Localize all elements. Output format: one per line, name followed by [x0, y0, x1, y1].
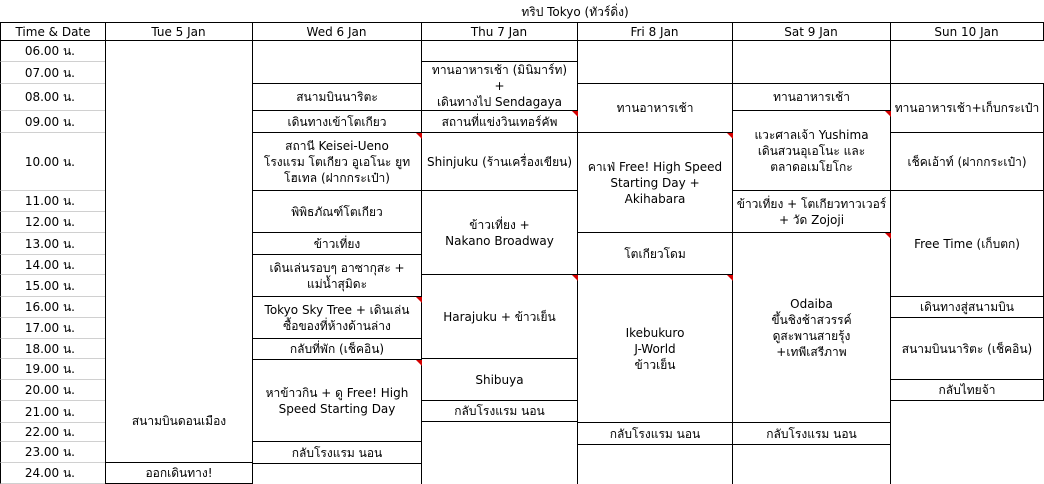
header-day-wed[interactable]: Wed 6 Jan	[252, 22, 422, 41]
event-cell[interactable]: สถานี Keisei-Ueno โรงแรม โตเกียว อูเอโนะ ยูท โฮเทล (ฝากกระเป๋า)	[253, 133, 422, 191]
event-cell[interactable]: กลับโรงแรม นอน	[253, 442, 422, 464]
time-slot-label[interactable]: 20.00 น.	[0, 380, 106, 401]
header-day-tue[interactable]: Tue 5 Jan	[105, 22, 253, 41]
comment-marker-icon[interactable]	[727, 275, 733, 281]
time-slot-label[interactable]: 19.00 น.	[0, 359, 106, 380]
event-cell[interactable]: หาข้าวกิน + ดู Free! High Speed Starting Day	[253, 360, 422, 442]
column-divider	[252, 22, 253, 484]
column-divider	[105, 22, 106, 484]
event-cell[interactable]: Shibuya	[422, 359, 578, 401]
comment-marker-icon[interactable]	[572, 111, 578, 117]
time-slot-label[interactable]: 22.00 น.	[0, 423, 106, 442]
header-time-date[interactable]: Time & Date	[0, 22, 106, 41]
row-divider	[578, 83, 1044, 84]
time-slot-label[interactable]: 10.00 น.	[0, 133, 106, 191]
event-cell[interactable]: สนามบินดอนเมือง	[106, 380, 253, 463]
event-cell[interactable]: กลับโรงแรม นอน	[422, 401, 578, 422]
event-cell[interactable]: ออกเดินทาง!	[106, 463, 253, 484]
event-cell[interactable]: กลับโรงแรม นอน	[578, 423, 733, 445]
comment-marker-icon[interactable]	[727, 133, 733, 139]
time-slot-label[interactable]: 09.00 น.	[0, 111, 106, 133]
time-slot-label[interactable]: 15.00 น.	[0, 275, 106, 297]
time-slot-label[interactable]: 13.00 น.	[0, 233, 106, 255]
row-divider	[422, 61, 578, 62]
time-slot-label[interactable]: 11.00 น.	[0, 191, 106, 212]
comment-marker-icon[interactable]	[416, 297, 422, 303]
header-day-fri[interactable]: Fri 8 Jan	[577, 22, 733, 41]
event-cell[interactable]: Shinjuku (ร้านเครื่องเขียน)	[422, 133, 578, 191]
comment-marker-icon[interactable]	[885, 233, 891, 239]
row-divider	[253, 83, 422, 84]
time-slot-label[interactable]: 16.00 น.	[0, 297, 106, 318]
event-cell[interactable]: Harajuku + ข้าวเย็น	[422, 275, 578, 359]
time-slot-label[interactable]: 23.00 น.	[0, 442, 106, 463]
event-cell[interactable]: กลับไทยจ้า	[891, 380, 1044, 401]
event-cell[interactable]: Ikebukuro J-World ข้าวเย็น	[578, 275, 733, 423]
time-slot-label[interactable]: 12.00 น.	[0, 212, 106, 233]
event-cell[interactable]: สนามบินนาริตะ	[253, 84, 422, 111]
comment-marker-icon[interactable]	[416, 133, 422, 139]
time-slot-label[interactable]: 24.00 น.	[0, 463, 106, 484]
event-cell[interactable]: เดินเล่นรอบๆ อาซากุสะ + แม่น้ำสุมิดะ	[253, 255, 422, 297]
event-cell[interactable]: Tokyo Sky Tree + เดินเล่น ซื้อของที่ห้างด้านล่าง	[253, 297, 422, 339]
event-cell[interactable]: เดินทางเข้าโตเกียว	[253, 111, 422, 133]
time-slot-label[interactable]: 06.00 น.	[0, 41, 106, 62]
column-divider	[732, 22, 733, 484]
time-slot-label[interactable]: 07.00 น.	[0, 62, 106, 84]
event-cell[interactable]: เดินทางสู่สนามบิน	[891, 297, 1044, 318]
sheet-title: ทริป Tokyo (ทัวร์ดิ่ง)	[521, 4, 629, 19]
event-cell[interactable]: Free Time (เก็บตก)	[891, 191, 1044, 297]
event-cell[interactable]: เช็คเอ้าท์ (ฝากกระเป๋า)	[891, 133, 1044, 191]
column-divider	[890, 22, 891, 484]
time-slot-label[interactable]: 08.00 น.	[0, 84, 106, 111]
header-day-sun[interactable]: Sun 10 Jan	[890, 22, 1044, 41]
event-cell[interactable]: ทานอาหารเช้า (มินิมาร์ท) + เดินทางไป Sendagaya	[422, 62, 578, 111]
event-cell[interactable]: ทานอาหารเช้า	[733, 84, 891, 111]
time-slot-label[interactable]: 17.00 น.	[0, 318, 106, 339]
column-divider	[577, 22, 578, 484]
event-cell[interactable]: สนามบินนาริตะ (เช็คอิน)	[891, 318, 1044, 380]
event-cell[interactable]: สถานที่แข่งวินเทอร์คัพ	[422, 111, 578, 133]
comment-marker-icon[interactable]	[885, 111, 891, 117]
event-cell[interactable]: Odaiba ขึ้นชิงช้าสวรรค์ ดูสะพานสายรุ้ง +เทพีเสรีภาพ	[733, 233, 891, 423]
event-cell[interactable]: แวะศาลเจ้า Yushima เดินสวนอุเอโนะ และ ตลาดอเมโยโกะ	[733, 111, 891, 191]
comment-marker-icon[interactable]	[416, 360, 422, 366]
event-cell[interactable]: พิพิธภัณฑ์โตเกียว	[253, 191, 422, 233]
event-cell[interactable]: คาเฟ่ Free! High Speed Starting Day + Akihabara	[578, 133, 733, 233]
time-slot-label[interactable]: 18.00 น.	[0, 339, 106, 359]
header-day-sat[interactable]: Sat 9 Jan	[732, 22, 891, 41]
event-cell[interactable]: โตเกียวโดม	[578, 233, 733, 275]
column-divider	[421, 22, 422, 484]
event-cell[interactable]: ทานอาหารเช้า+เก็บกระเป๋า	[891, 84, 1044, 133]
event-cell[interactable]: ข้าวเที่ยง + โตเกียวทาวเวอร์ + วัด Zojoji	[733, 191, 891, 233]
event-cell[interactable]: ทานอาหารเช้า	[578, 84, 733, 133]
time-slot-label[interactable]: 21.00 น.	[0, 401, 106, 423]
event-cell[interactable]: ข้าวเที่ยง	[253, 233, 422, 255]
header-day-thu[interactable]: Thu 7 Jan	[421, 22, 578, 41]
event-cell[interactable]: กลับโรงแรม นอน	[733, 423, 891, 445]
event-cell[interactable]: กลับที่พัก (เช็คอิน)	[253, 339, 422, 360]
time-slot-label[interactable]: 14.00 น.	[0, 255, 106, 275]
comment-marker-icon[interactable]	[572, 275, 578, 281]
event-cell[interactable]: ข้าวเที่ยง + Nakano Broadway	[422, 191, 578, 275]
